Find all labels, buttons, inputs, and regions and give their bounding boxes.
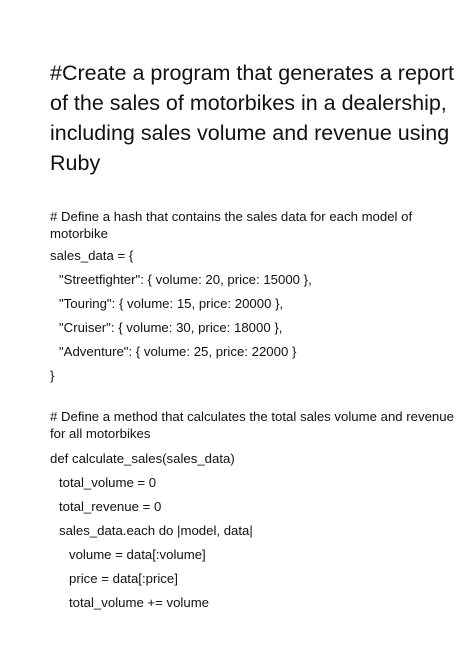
code-line: "Cruiser": { volume: 30, price: 18000 },	[59, 320, 283, 335]
code-line: }	[50, 368, 55, 383]
code-line: total_volume += volume	[69, 595, 210, 610]
code-line: "Streetfighter": { volume: 20, price: 15000 },	[59, 272, 312, 287]
comment-line: # Define a method that calculates the total sales volume and revenue	[50, 409, 454, 424]
comment-line: motorbike	[50, 226, 108, 241]
code-line: sales_data.each do |model, data|	[59, 523, 253, 538]
code-line: total_volume = 0	[59, 475, 157, 490]
code-line: "Adventure": { volume: 25, price: 22000 }	[59, 344, 297, 359]
comment-line: # Define a hash that contains the sales data for each model of	[50, 209, 413, 224]
code-line: sales_data = {	[50, 248, 134, 263]
code-line: "Touring": { volume: 15, price: 20000 },	[59, 296, 284, 311]
comment-line: for all motorbikes	[50, 426, 151, 441]
code-line: def calculate_sales(sales_data)	[50, 451, 235, 466]
code-line: volume = data[:volume]	[69, 547, 206, 562]
code-line: price = data[:price]	[69, 571, 178, 586]
title-line-4: Ruby	[50, 151, 101, 175]
title-line-3: including sales volume and revenue using	[50, 121, 450, 145]
title-line-2: of the sales of motorbikes in a dealership,	[50, 91, 447, 115]
code-line: total_revenue = 0	[59, 499, 162, 514]
title-line-1: #Create a program that generates a report	[50, 61, 454, 85]
document-title	[50, 58, 454, 178]
